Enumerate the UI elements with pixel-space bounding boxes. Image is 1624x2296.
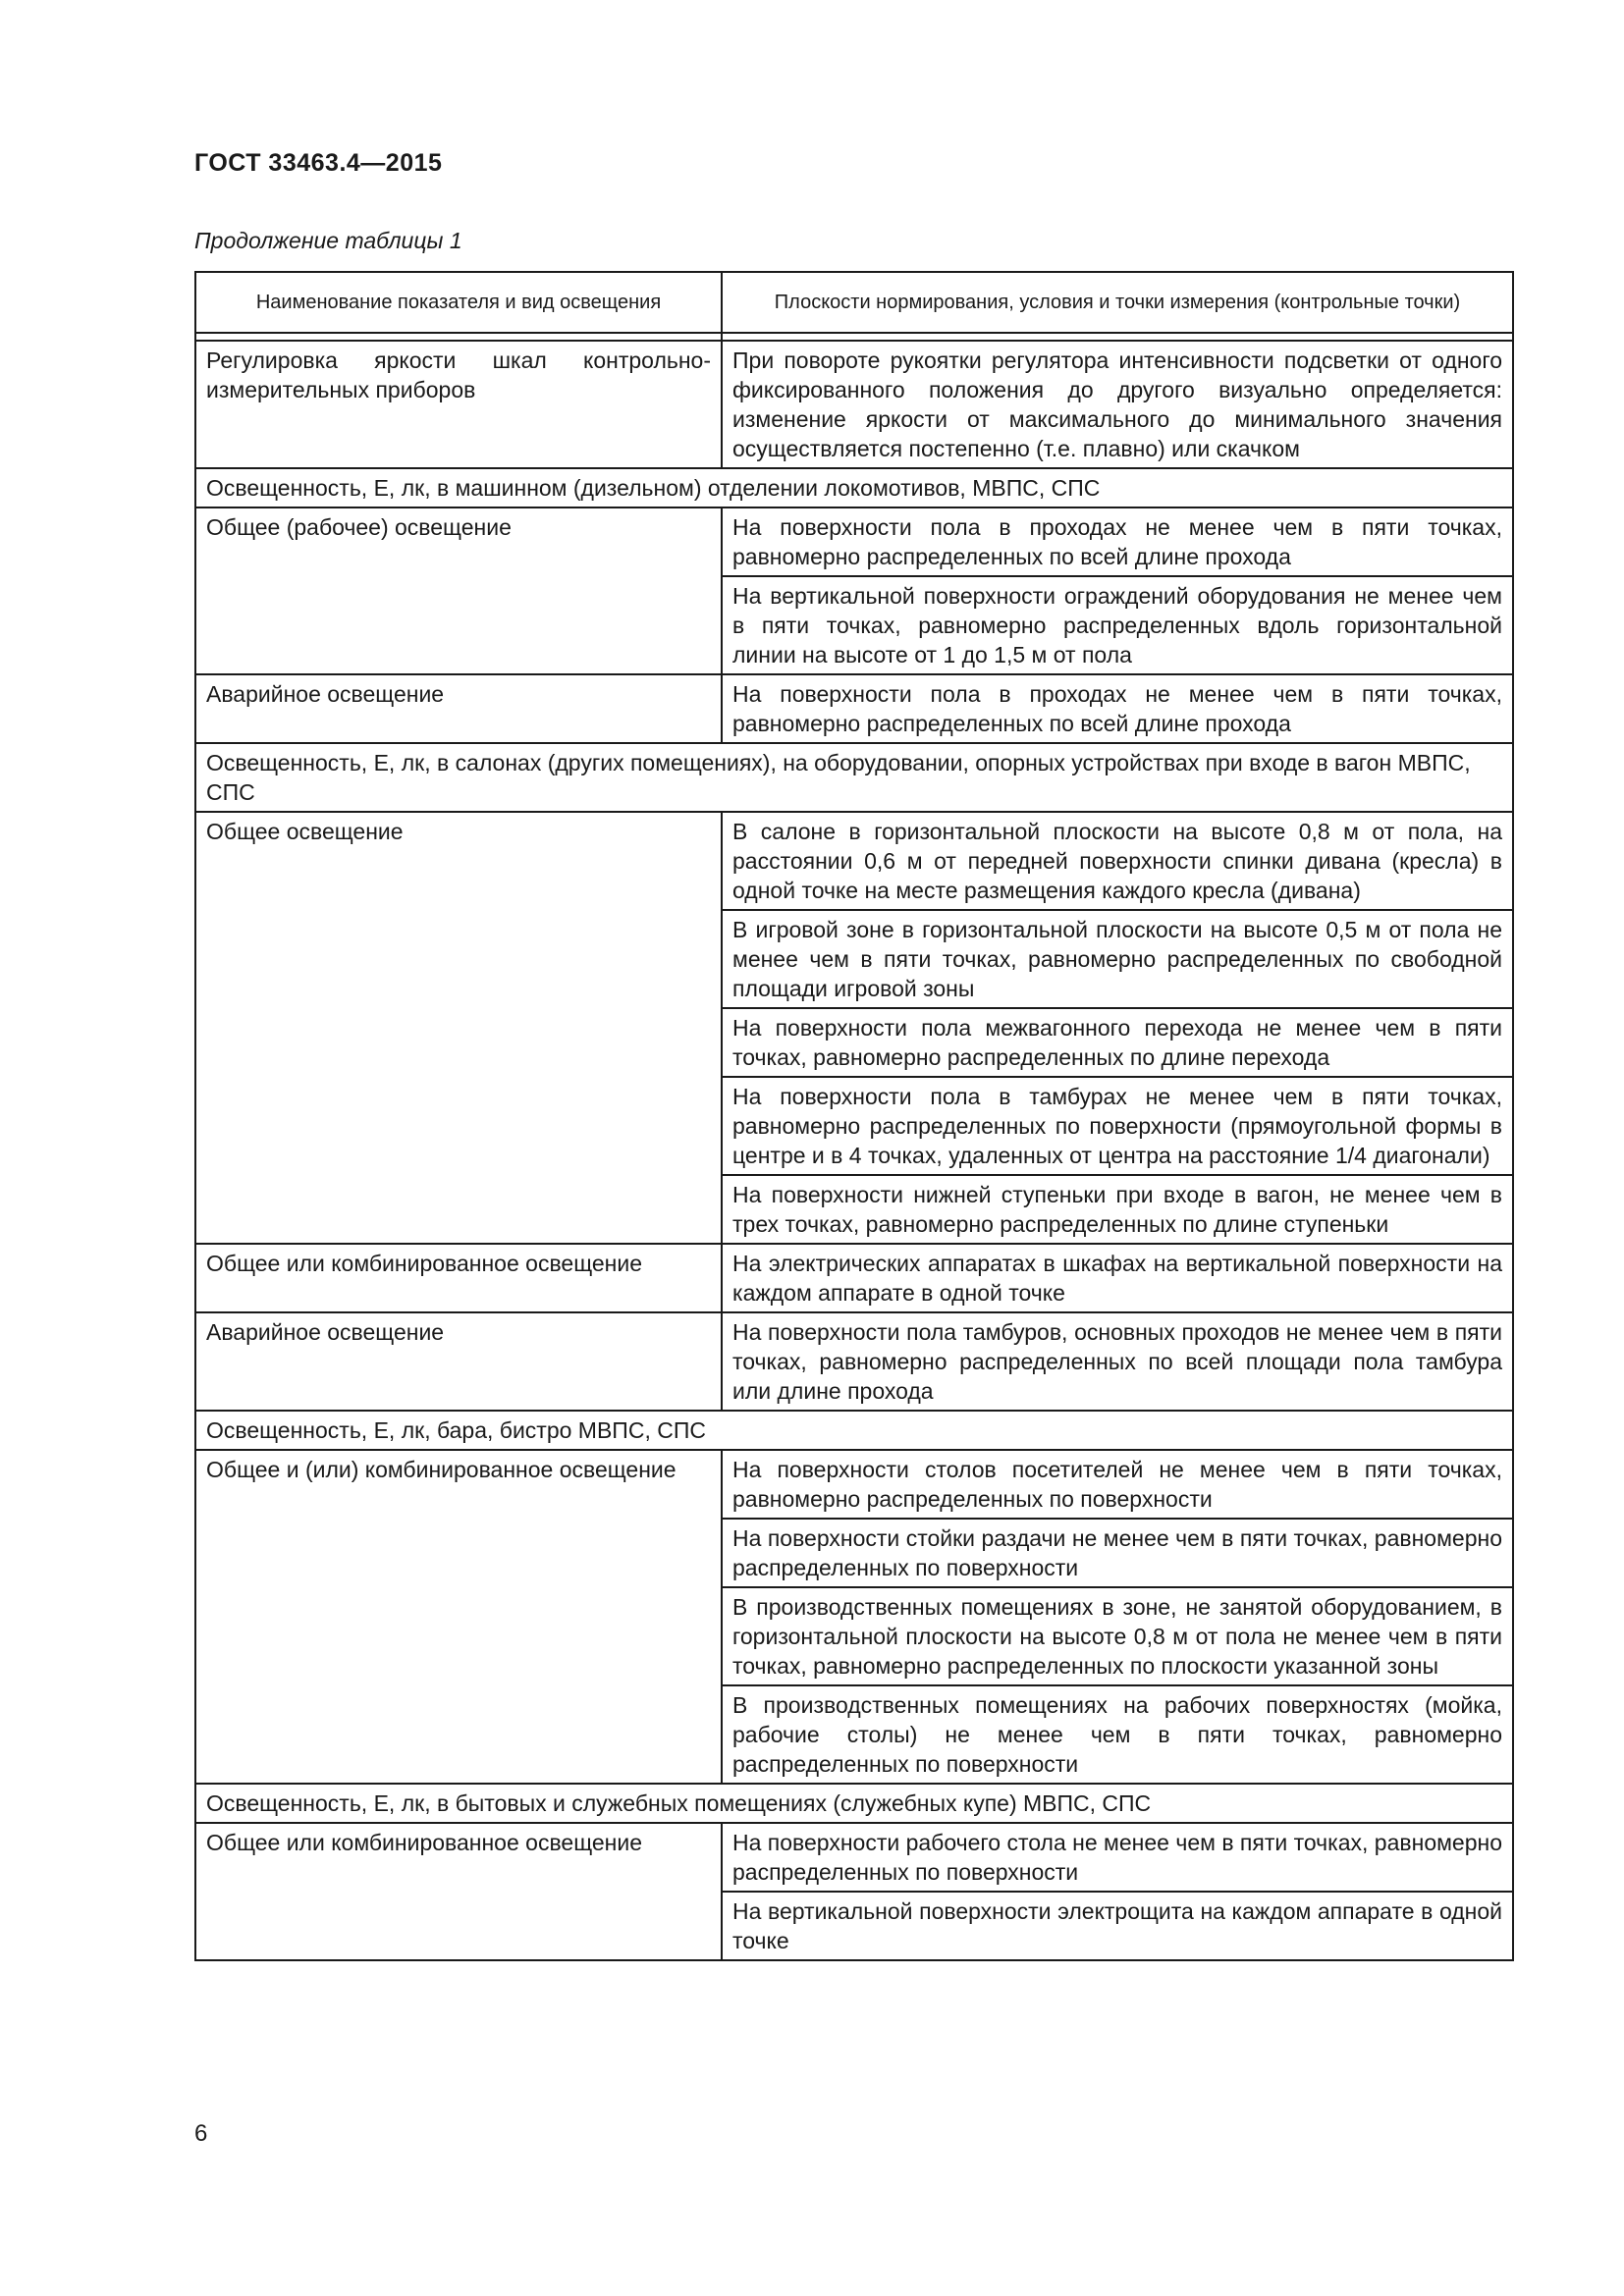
section-title: Освещенность, Е, лк, в салонах (других помещениях), на оборудовании, опорных устройствах при входе в вагон МВПС, СПС [195, 743, 1513, 812]
section-row [195, 468, 1513, 507]
measurement-cell: На поверхности пола межвагонного перехода не менее чем в пяти точках, равномерно распределенных по длине перехода [722, 1008, 1513, 1077]
table-row [195, 507, 1513, 576]
section-row [195, 1784, 1513, 1823]
indicator-cell: Регулировка яркости шкал контрольно-измерительных приборов [195, 341, 722, 468]
section-row [195, 743, 1513, 812]
section-title: Освещенность, Е, лк, бара, бистро МВПС, СПС [195, 1411, 1513, 1450]
measurement-cell: В производственных помещениях в зоне, не занятой оборудованием, в горизонтальной плоскости на высоте 0,8 м от пола не менее чем в пяти точках, равномерно распределенных по плоскости указанной зоны [722, 1587, 1513, 1685]
table-row [195, 1312, 1513, 1411]
section-title: Освещенность, Е, лк, в машинном (дизельном) отделении локомотивов, МВПС, СПС [195, 468, 1513, 507]
indicator-cell: Общее (рабочее) освещение [195, 507, 722, 674]
indicator-cell: Общее и (или) комбинированное освещение [195, 1450, 722, 1784]
page-number: 6 [194, 2120, 208, 2147]
indicator-cell: Общее или комбинированное освещение [195, 1244, 722, 1312]
measurement-cell: На поверхности столов посетителей не менее чем в пяти точках, равномерно распределенных по поверхности [722, 1450, 1513, 1519]
table-caption: Продолжение таблицы 1 [194, 228, 462, 253]
measurement-cell: В игровой зоне в горизонтальной плоскости на высоте 0,5 м от пола не менее чем в пяти точках, равномерно распределенных по свободной площади игровой зоны [722, 910, 1513, 1008]
column-header-measurement: Плоскости нормирования, условия и точки измерения (контрольные точки) [722, 272, 1513, 333]
table-row [195, 1450, 1513, 1519]
section-row [195, 1411, 1513, 1450]
table-row [195, 1244, 1513, 1312]
measurement-cell: На электрических аппаратах в шкафах на вертикальной поверхности на каждом аппарате в одной точке [722, 1244, 1513, 1312]
measurement-cell: На поверхности стойки раздачи не менее чем в пяти точках, равномерно распределенных по поверхности [722, 1519, 1513, 1587]
indicator-cell: Аварийное освещение [195, 1312, 722, 1411]
table-row [195, 341, 1513, 468]
document-header: ГОСТ 33463.4—2015 [194, 149, 443, 177]
section-title: Освещенность, Е, лк, в бытовых и служебных помещениях (служебных купе) МВПС, СПС [195, 1784, 1513, 1823]
table-row [195, 1823, 1513, 1892]
measurement-cell: На поверхности рабочего стола не менее чем в пяти точках, равномерно распределенных по поверхности [722, 1823, 1513, 1892]
indicator-cell: Аварийное освещение [195, 674, 722, 743]
measurement-cell: На поверхности пола в проходах не менее чем в пяти точках, равномерно распределенных по всей длине прохода [722, 507, 1513, 576]
norms-table [194, 271, 1514, 1961]
measurement-cell: В салоне в горизонтальной плоскости на высоте 0,8 м от пола, на расстоянии 0,6 м от передней поверхности спинки дивана (кресла) в одной точке на месте размещения каждого кресла (дивана) [722, 812, 1513, 910]
table-row [195, 674, 1513, 743]
column-header-indicator: Наименование показателя и вид освещения [195, 272, 722, 333]
table-header-row [195, 272, 1513, 333]
measurement-cell: На поверхности пола в тамбурах не менее чем в пяти точках, равномерно распределенных по поверхности (прямоугольной формы в центре и в 4 точках, удаленных от центра на расстояние 1/4 диагонали) [722, 1077, 1513, 1175]
measurement-cell: При повороте рукоятки регулятора интенсивности подсветки от одного фиксированного положения до другого визуально определяется: изменение яркости от максимального до минимального значения осуществляется постепенно (т.е. плавно) или скачком [722, 341, 1513, 468]
indicator-cell: Общее освещение [195, 812, 722, 1244]
measurement-cell: На вертикальной поверхности электрощита на каждом аппарате в одной точке [722, 1892, 1513, 1960]
header-gap-row [195, 333, 1513, 341]
measurement-cell: На поверхности нижней ступеньки при входе в вагон, не менее чем в трех точках, равномерно распределенных по длине ступеньки [722, 1175, 1513, 1244]
table-row [195, 812, 1513, 910]
measurement-cell: На вертикальной поверхности ограждений оборудования не менее чем в пяти точках, равномерно распределенных вдоль горизонтальной линии на высоте от 1 до 1,5 м от пола [722, 576, 1513, 674]
measurement-cell: На поверхности пола тамбуров, основных проходов не менее чем в пяти точках, равномерно распределенных по всей площади пола тамбура или длине прохода [722, 1312, 1513, 1411]
measurement-cell: В производственных помещениях на рабочих поверхностях (мойка, рабочие столы) не менее чем в пяти точках, равномерно распределенных по поверхности [722, 1685, 1513, 1784]
indicator-cell: Общее или комбинированное освещение [195, 1823, 722, 1960]
measurement-cell: На поверхности пола в проходах не менее чем в пяти точках, равномерно распределенных по всей длине прохода [722, 674, 1513, 743]
